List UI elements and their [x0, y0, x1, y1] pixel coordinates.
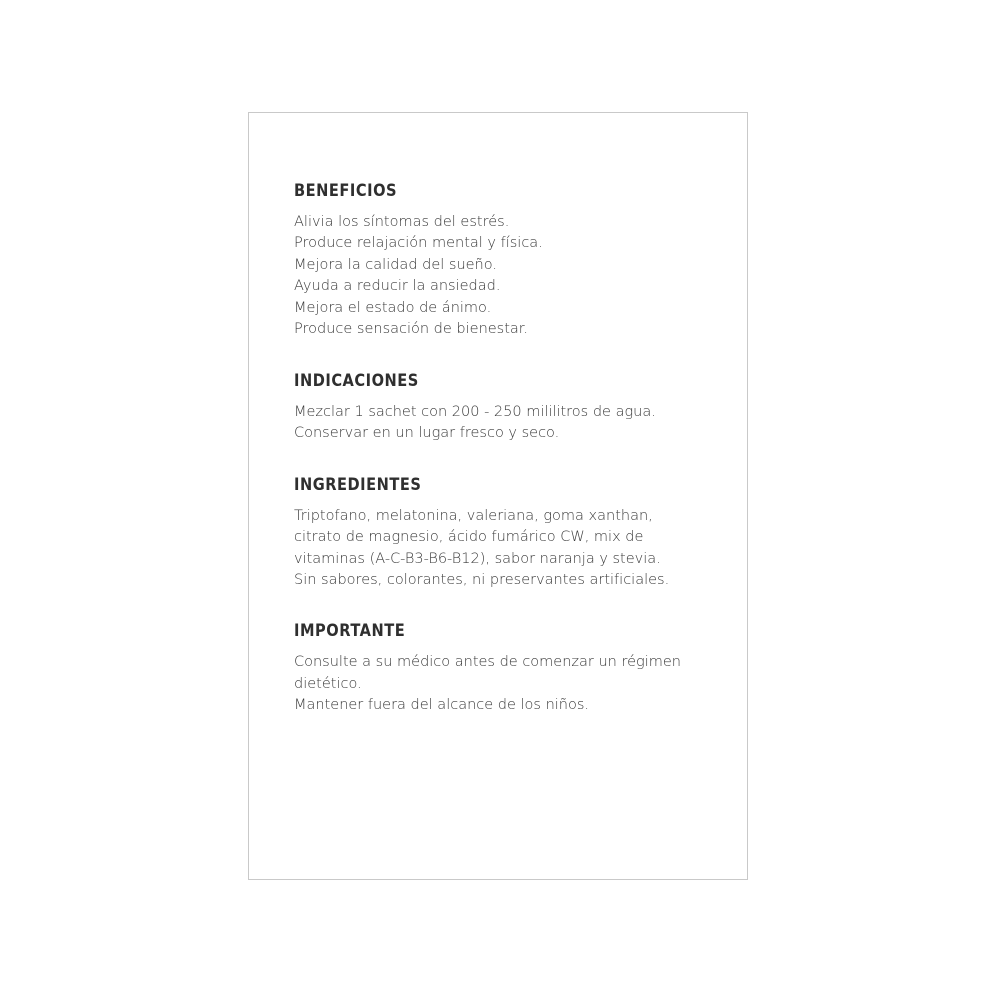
- text-line: Produce relajación mental y física.: [294, 235, 543, 252]
- label-content: [294, 181, 714, 717]
- text-line: dietético.: [294, 675, 362, 692]
- text-line: Consulte a su médico antes de comenzar un régimen: [294, 654, 681, 671]
- section-title-ingredientes: INGREDIENTES: [294, 474, 422, 495]
- section-ingredientes: [294, 475, 714, 592]
- section-body-ingredientes: [294, 506, 714, 592]
- section-body-indicaciones: [294, 402, 714, 445]
- section-importante: [294, 621, 714, 716]
- section-body-beneficios: [294, 212, 714, 341]
- text-line: vitaminas (A-C-B3-B6-B12), sabor naranja y stevia.: [294, 550, 661, 567]
- text-line: Ayuda a reducir la ansiedad.: [294, 278, 501, 295]
- section-title-indicaciones: INDICACIONES: [294, 370, 419, 391]
- text-line: Mejora la calidad del sueño.: [294, 256, 497, 273]
- text-line: Mezclar 1 sachet con 200 - 250 mililitros de agua.: [294, 403, 656, 420]
- text-line: Mantener fuera del alcance de los niños.: [294, 697, 590, 714]
- text-line: citrato de magnesio, ácido fumárico CW, mix de: [294, 529, 644, 546]
- text-line: Alivia los síntomas del estrés.: [294, 214, 510, 230]
- text-line: Triptofano, melatonina, valeriana, goma xanthan,: [294, 507, 653, 524]
- text-line: Conservar en un lugar fresco y seco.: [294, 425, 560, 442]
- text-line: Produce sensación de bienestar.: [294, 321, 529, 338]
- section-beneficios: [294, 181, 714, 341]
- label-panel: [248, 112, 748, 880]
- section-body-importante: [294, 652, 714, 716]
- section-indicaciones: [294, 371, 714, 445]
- text-line: Mejora el estado de ánimo.: [294, 299, 492, 316]
- section-title-beneficios: BENEFICIOS: [294, 181, 398, 201]
- text-line: Sin sabores, colorantes, ni preservantes artificiales.: [294, 571, 670, 588]
- section-title-importante: IMPORTANTE: [294, 621, 406, 642]
